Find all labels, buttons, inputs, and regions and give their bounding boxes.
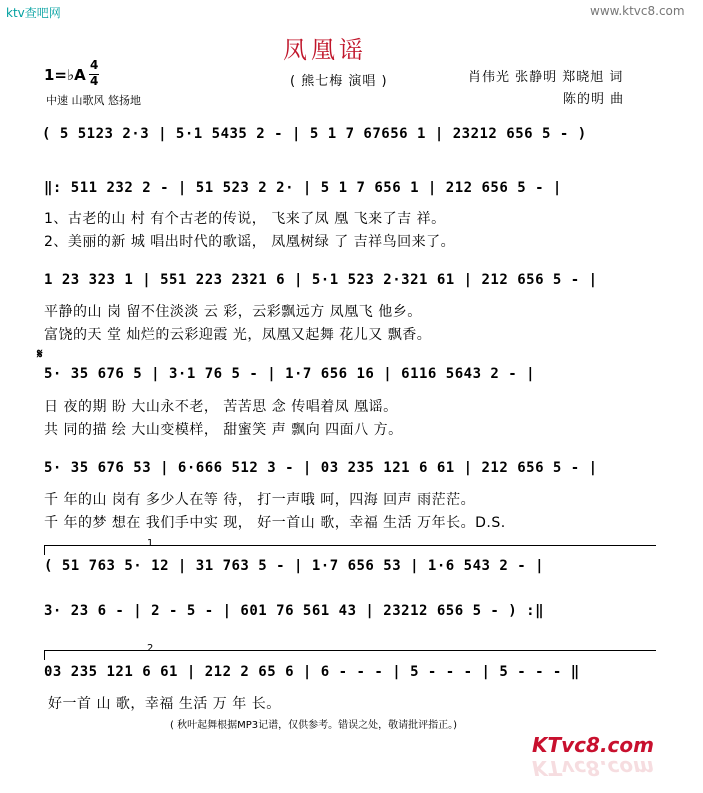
key-signature: 1=♭A	[44, 66, 86, 84]
lyric-line: 千 年的山 岗有 多少人在等 待， 打一声哦 呵，四海 回声 雨茫茫。	[44, 492, 476, 508]
lyric-line: 1、古老的山 村 有个古老的传说， 飞来了凤 凰 飞来了吉 祥。	[44, 211, 446, 227]
lyric-line: 好一首 山 歌，幸福 生活 万 年 长。	[48, 696, 281, 712]
song-title: 凤凰谣	[283, 36, 367, 64]
score-row: ‖: 511 232 2 - | 51 523 2 2· | 5 1 7 656 1 | 212 656 5 - |	[44, 180, 562, 196]
time-bottom: 4	[90, 74, 99, 88]
performer: ( 熊七梅 演唱 )	[290, 74, 388, 89]
tempo-marking: 中速 山歌风 悠扬地	[46, 94, 141, 107]
ending-number-1: 1	[147, 538, 154, 549]
lyric-line: 2、美丽的新 城 唱出时代的歌谣， 凤凰树绿 了 吉祥鸟回来了。	[44, 234, 456, 250]
watermark-left: ktv查吧网	[6, 6, 61, 20]
ending-number-2: 2	[147, 643, 154, 654]
score-row: 3· 23 6 - | 2 - 5 - | 601 76 561 43 | 23212 656 5 - ) :‖	[44, 603, 545, 619]
lyricist: 肖伟光 张静明 郑晓旭 词	[468, 70, 624, 85]
lyric-line: 平静的山 岗 留不住淡淡 云 彩，云彩飘远方 凤凰飞 他乡。	[44, 304, 422, 320]
score-row: 1 23 323 1 | 551 223 2321 6 | 5·1 523 2·321 61 | 212 656 5 - |	[44, 272, 598, 288]
lyric-line: 千 年的梦 想在 我们手中实 现， 好一首山 歌，幸福 生活 万年长。D.S.	[44, 515, 506, 531]
composer: 陈的明 曲	[563, 92, 625, 107]
score-row: 03 235 121 6 61 | 212 2 65 6 | 6 - - - | 5 - - - | 5 - - - ‖	[44, 664, 580, 680]
footnote: ( 秋叶起舞根据MP3记谱，仅供参考。错误之处，敬请批评指正。)	[170, 720, 458, 731]
segno-icon: 𝄋	[37, 347, 43, 362]
lyric-line: 富饶的天 堂 灿烂的云彩迎霞 光，凤凰又起舞 花儿又 飘香。	[44, 327, 432, 343]
site-logo-reflection: KTvc8.com	[532, 756, 654, 780]
time-top: 4	[90, 58, 99, 72]
ending-bracket-2	[44, 650, 656, 651]
score-row: 5· 35 676 5 | 3·1 76 5 - | 1·7 656 16 | 6116 5643 2 - |	[44, 366, 536, 382]
lyric-line: 日 夜的期 盼 大山永不老， 苦苦思 念 传唱着凤 凰谣。	[44, 399, 398, 415]
score-row: 5· 35 676 53 | 6·666 512 3 - | 03 235 121 6 61 | 212 656 5 - |	[44, 460, 598, 476]
score-row: ( 5 5123 2·3 | 5·1 5435 2 - | 5 1 7 67656 1 | 23212 656 5 - )	[42, 126, 587, 142]
ending-bracket-1	[44, 545, 656, 546]
site-logo: KTvc8.com	[532, 733, 654, 757]
lyric-line: 共 同的描 绘 大山变模样， 甜蜜笑 声 飘向 四面八 方。	[44, 422, 403, 438]
watermark-right: www.ktvc8.com	[590, 4, 685, 18]
score-row: ( 51 763 5· 12 | 31 763 5 - | 1·7 656 53 | 1·6 543 2 - |	[44, 558, 545, 574]
